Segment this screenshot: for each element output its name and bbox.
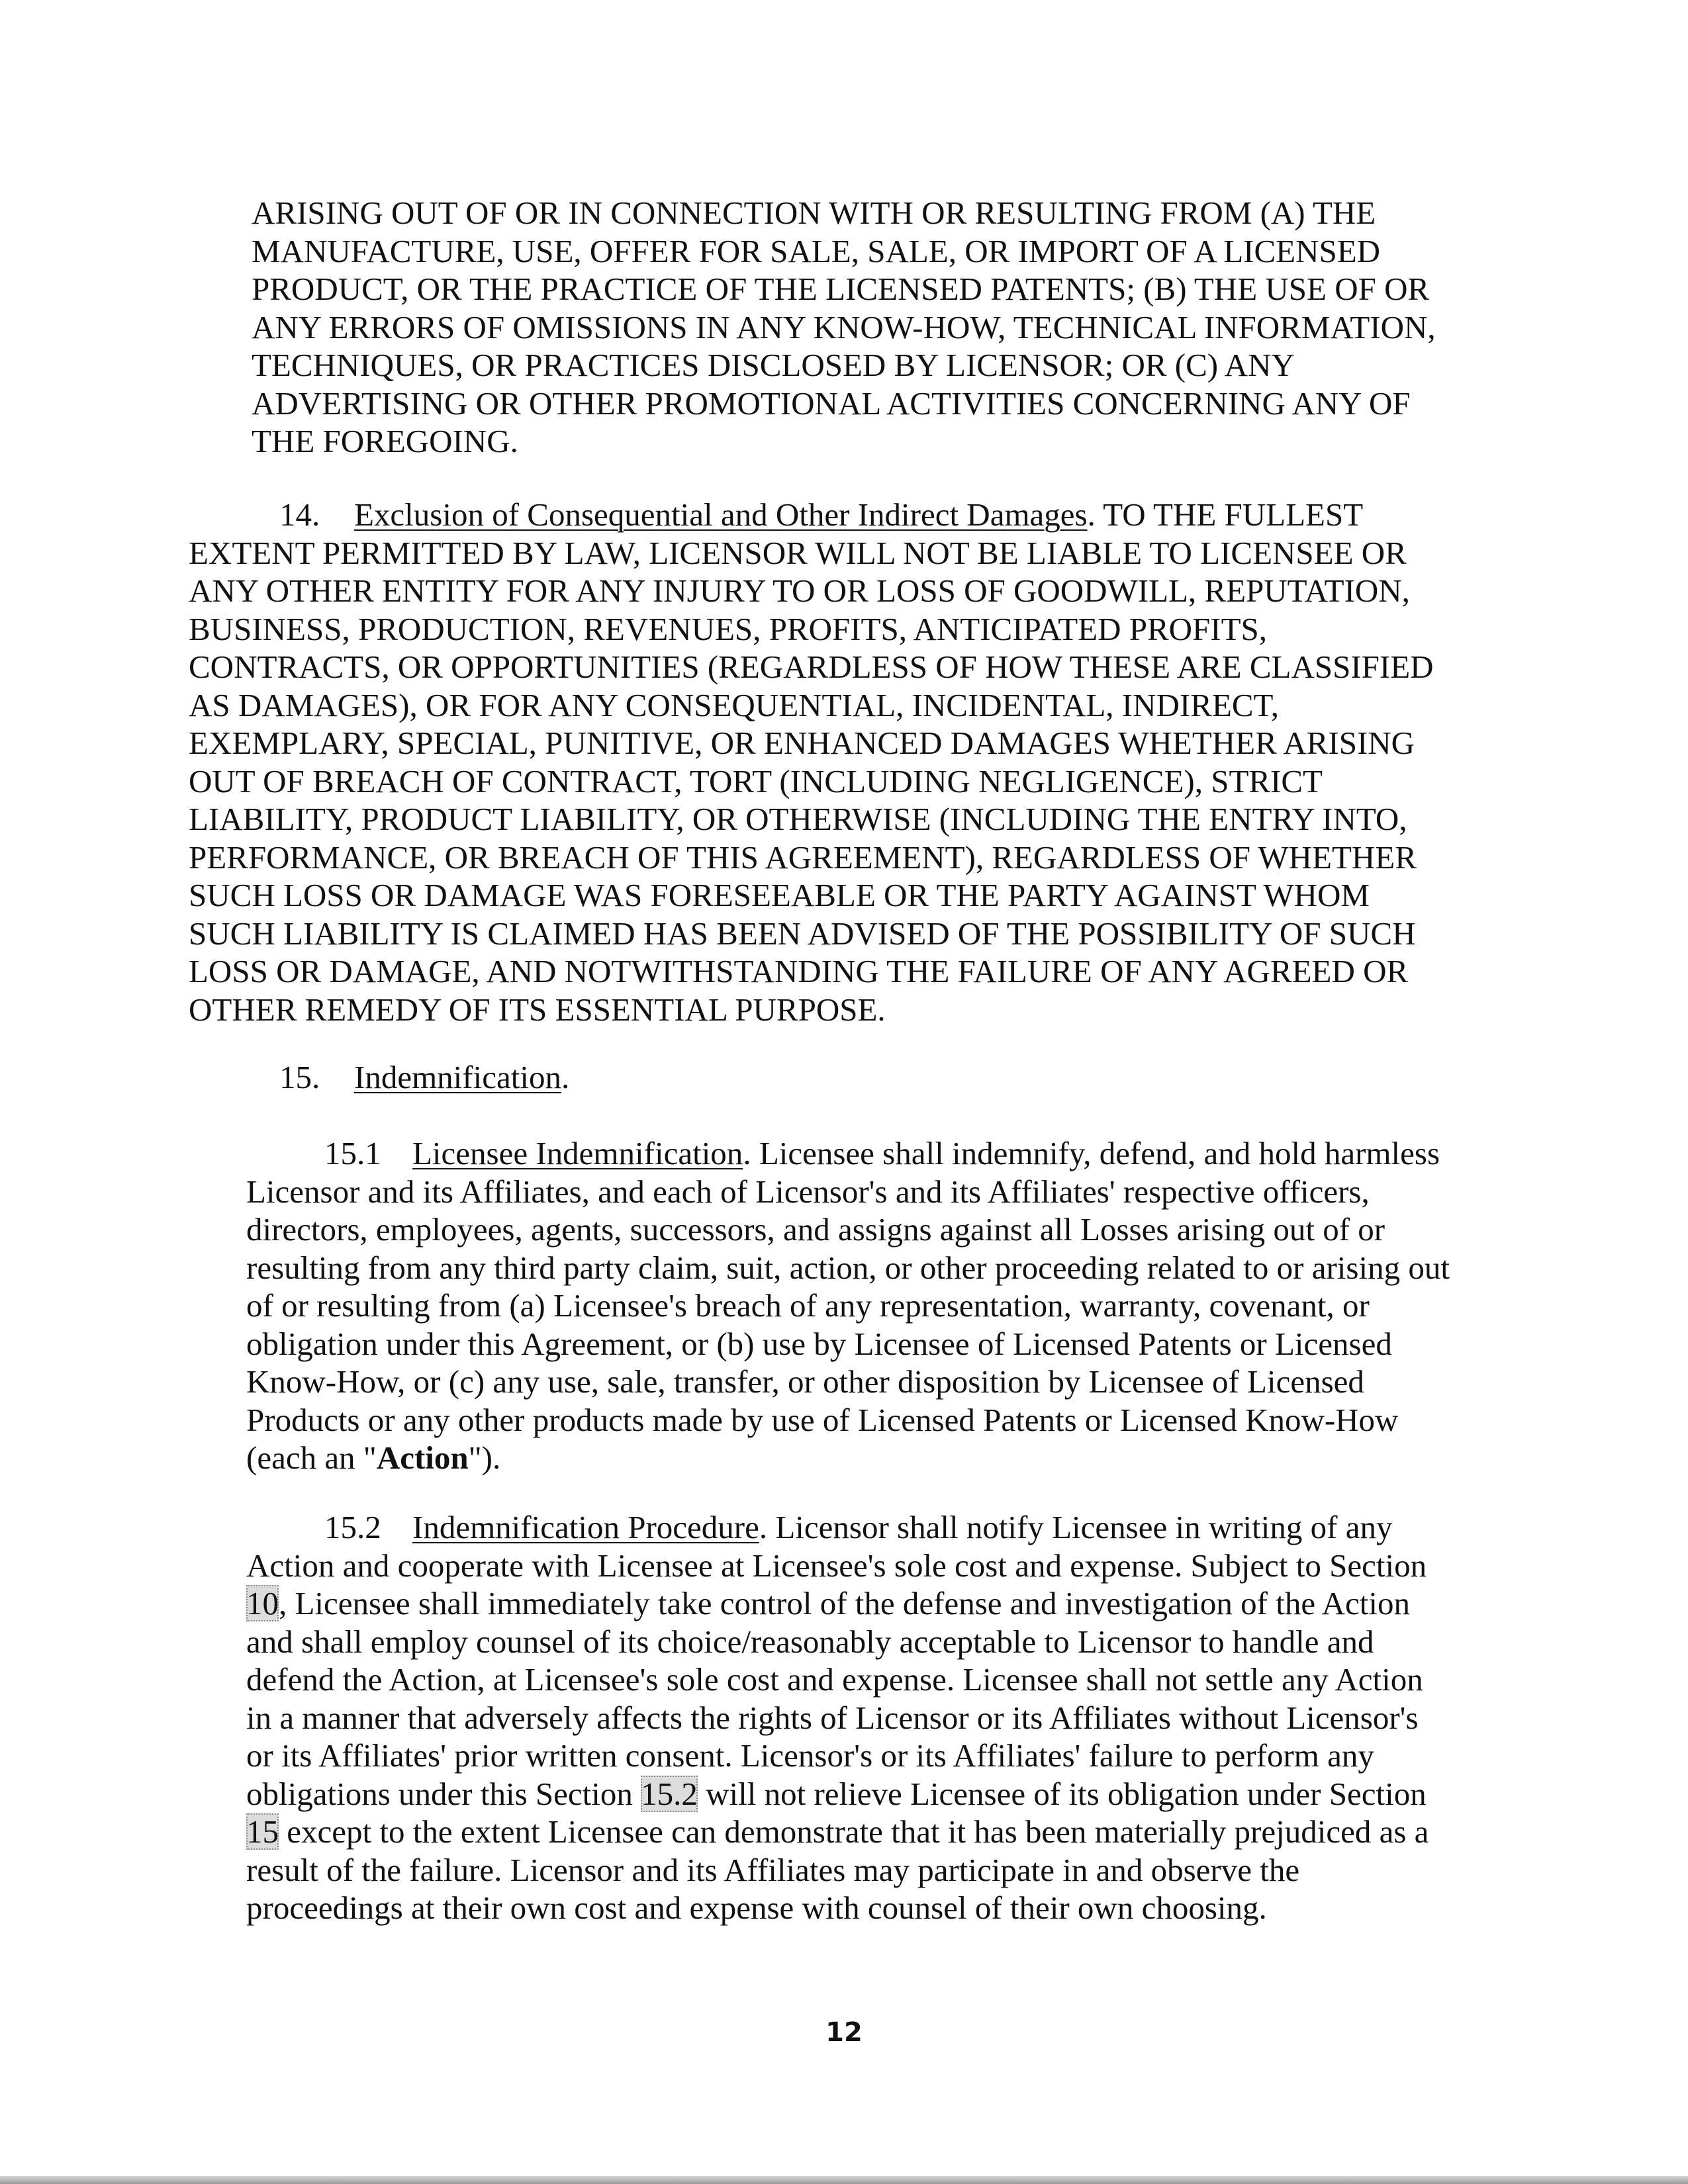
text-line: EXTENT PERMITTED BY LAW, LICENSOR WILL NOT BE LIABLE TO LICENSEE OR [189, 534, 1407, 571]
text-line: ADVERTISING OR OTHER PROMOTIONAL ACTIVITIES CONCERNING ANY OF [252, 385, 1411, 422]
text-line: and shall employ counsel of its choice/reasonably acceptable to Licensor to handle and [246, 1623, 1374, 1660]
section-15-2-first-line-rest: . Licensor shall notify Licensee in writing of any [759, 1509, 1393, 1545]
scan-edge-divider [0, 2176, 1688, 2184]
text-line: of or resulting from (a) Licensee's breach of any representation, warranty, covenant, or [246, 1287, 1370, 1324]
line-post: will not relieve Licensee of its obligation under Section [697, 1775, 1427, 1812]
section-15-heading-end: . [561, 1059, 570, 1095]
text-line: or its Affiliates' prior written consent. Licensor's or its Affiliates' failure to perform any [246, 1737, 1374, 1774]
text-line: LOSS OR DAMAGE, AND NOTWITHSTANDING THE FAILURE OF ANY AGREED OR [189, 953, 1409, 989]
section-14-number: 14. [279, 496, 320, 533]
section-15-1 [246, 1134, 1491, 1477]
section-15-2 [246, 1508, 1491, 1927]
text-line: result of the failure. Licensor and its Affiliates may participate in and observe the [246, 1851, 1300, 1888]
text-line: Products or any other products made by use of Licensed Patents or Licensed Know-How [246, 1401, 1399, 1438]
section-14 [189, 496, 1539, 1028]
cross-reference-section-15-2[interactable]: 15.2 [641, 1775, 698, 1812]
text-line: SUCH LIABILITY IS CLAIMED HAS BEEN ADVISED OF THE POSSIBILITY OF SUCH [189, 915, 1416, 952]
section-14-first-line-rest: . TO THE FULLEST [1087, 496, 1364, 533]
text-line: Action and cooperate with Licensee at Licensee's sole cost and expense. Subject to Section [246, 1547, 1427, 1584]
text-line: directors, employees, agents, successors, and assigns against all Losses arising out of or [246, 1211, 1385, 1248]
cross-reference-section-10[interactable]: 10 [246, 1585, 279, 1621]
text-line: CONTRACTS, OR OPPORTUNITIES (REGARDLESS OF HOW THESE ARE CLASSIFIED [189, 649, 1434, 685]
last-line-pre: (each an " [246, 1439, 377, 1476]
section-15-1-number: 15.1 [324, 1135, 381, 1171]
text-line: resulting from any third party claim, suit, action, or other proceeding related to or arising out [246, 1249, 1450, 1286]
text-line: SUCH LOSS OR DAMAGE WAS FORESEEABLE OR THE PARTY AGAINST WHOM [189, 877, 1370, 913]
text-line: AS DAMAGES), OR FOR ANY CONSEQUENTIAL, INCIDENTAL, INDIRECT, [189, 686, 1280, 723]
defined-term-action: Action [376, 1439, 469, 1476]
text-line: obligation under this Agreement, or (b) use by Licensee of Licensed Patents or Licensed [246, 1325, 1392, 1362]
text-line: LIABILITY, PRODUCT LIABILITY, OR OTHERWISE (INCLUDING THE ENTRY INTO, [189, 801, 1407, 837]
text-line: PERFORMANCE, OR BREACH OF THIS AGREEMENT), REGARDLESS OF WHETHER [189, 839, 1417, 876]
text-line: ANY OTHER ENTITY FOR ANY INJURY TO OR LOSS OF GOODWILL, REPUTATION, [189, 572, 1410, 609]
section-15-heading: Indemnification [354, 1059, 561, 1095]
section-15-1-heading: Licensee Indemnification [412, 1135, 743, 1171]
text-line: OUT OF BREACH OF CONTRACT, TORT (INCLUDING NEGLIGENCE), STRICT [189, 762, 1323, 799]
cross-reference-section-15[interactable]: 15 [246, 1813, 279, 1850]
text-line: MANUFACTURE, USE, OFFER FOR SALE, SALE, OR IMPORT OF A LICENSED [252, 232, 1381, 269]
text-line: TECHNIQUES, OR PRACTICES DISCLOSED BY LICENSOR; OR (C) ANY [252, 347, 1295, 383]
text-line: proceedings at their own cost and expense with counsel of their own choosing. [246, 1889, 1267, 1926]
text-line: Licensor and its Affiliates, and each of Licensor's and its Affiliates' respective officers, [246, 1173, 1370, 1210]
section-15-1-first-line [246, 1134, 1491, 1173]
section-15-1-first-line-rest: . Licensee shall indemnify, defend, and hold harmless [743, 1135, 1440, 1171]
page-number: 12 [825, 2017, 863, 2048]
text-line: defend the Action, at Licensee's sole cost and expense. Licensee shall not settle any Action [246, 1661, 1423, 1698]
text-line: ANY ERRORS OF OMISSIONS IN ANY KNOW-HOW, TECHNICAL INFORMATION, [252, 308, 1436, 345]
text-line [246, 1813, 1491, 1851]
last-line-post: "). [468, 1439, 501, 1476]
section-15-number: 15. [279, 1059, 320, 1095]
line-rest: except to the extent Licensee can demonstrate that it has been materially prejudiced as a [279, 1813, 1429, 1850]
text-line: THE FOREGOING. [252, 423, 518, 459]
section-15-1-last-line [246, 1439, 1491, 1477]
text-line: ARISING OUT OF OR IN CONNECTION WITH OR RESULTING FROM (A) THE [252, 195, 1376, 231]
section-15 [189, 1058, 1446, 1097]
section-14-first-line [189, 496, 1539, 534]
text-line: in a manner that adversely affects the rights of Licensor or its Affiliates without Licensor's [246, 1699, 1419, 1736]
section-15-2-number: 15.2 [324, 1509, 381, 1545]
line-pre: obligations under this Section [246, 1775, 641, 1812]
text-line: BUSINESS, PRODUCTION, REVENUES, PROFITS, ANTICIPATED PROFITS, [189, 610, 1268, 647]
text-line [246, 1775, 1491, 1813]
continuation-paragraph [252, 194, 1549, 461]
text-line: EXEMPLARY, SPECIAL, PUNITIVE, OR ENHANCED DAMAGES WHETHER ARISING [189, 725, 1415, 761]
text-line: OTHER REMEDY OF ITS ESSENTIAL PURPOSE. [189, 991, 886, 1028]
line-rest: , Licensee shall immediately take control of the defense and investigation of the Action [279, 1585, 1411, 1621]
section-14-heading: Exclusion of Consequential and Other Indirect Damages [354, 496, 1088, 533]
section-15-2-first-line [246, 1508, 1491, 1547]
section-15-heading-line [189, 1058, 1446, 1097]
text-line: Know-How, or (c) any use, sale, transfer, or other disposition by Licensee of Licensed [246, 1363, 1364, 1400]
text-line [246, 1584, 1491, 1623]
section-15-2-heading: Indemnification Procedure [412, 1509, 759, 1545]
text-line: PRODUCT, OR THE PRACTICE OF THE LICENSED PATENTS; (B) THE USE OF OR [252, 271, 1430, 307]
